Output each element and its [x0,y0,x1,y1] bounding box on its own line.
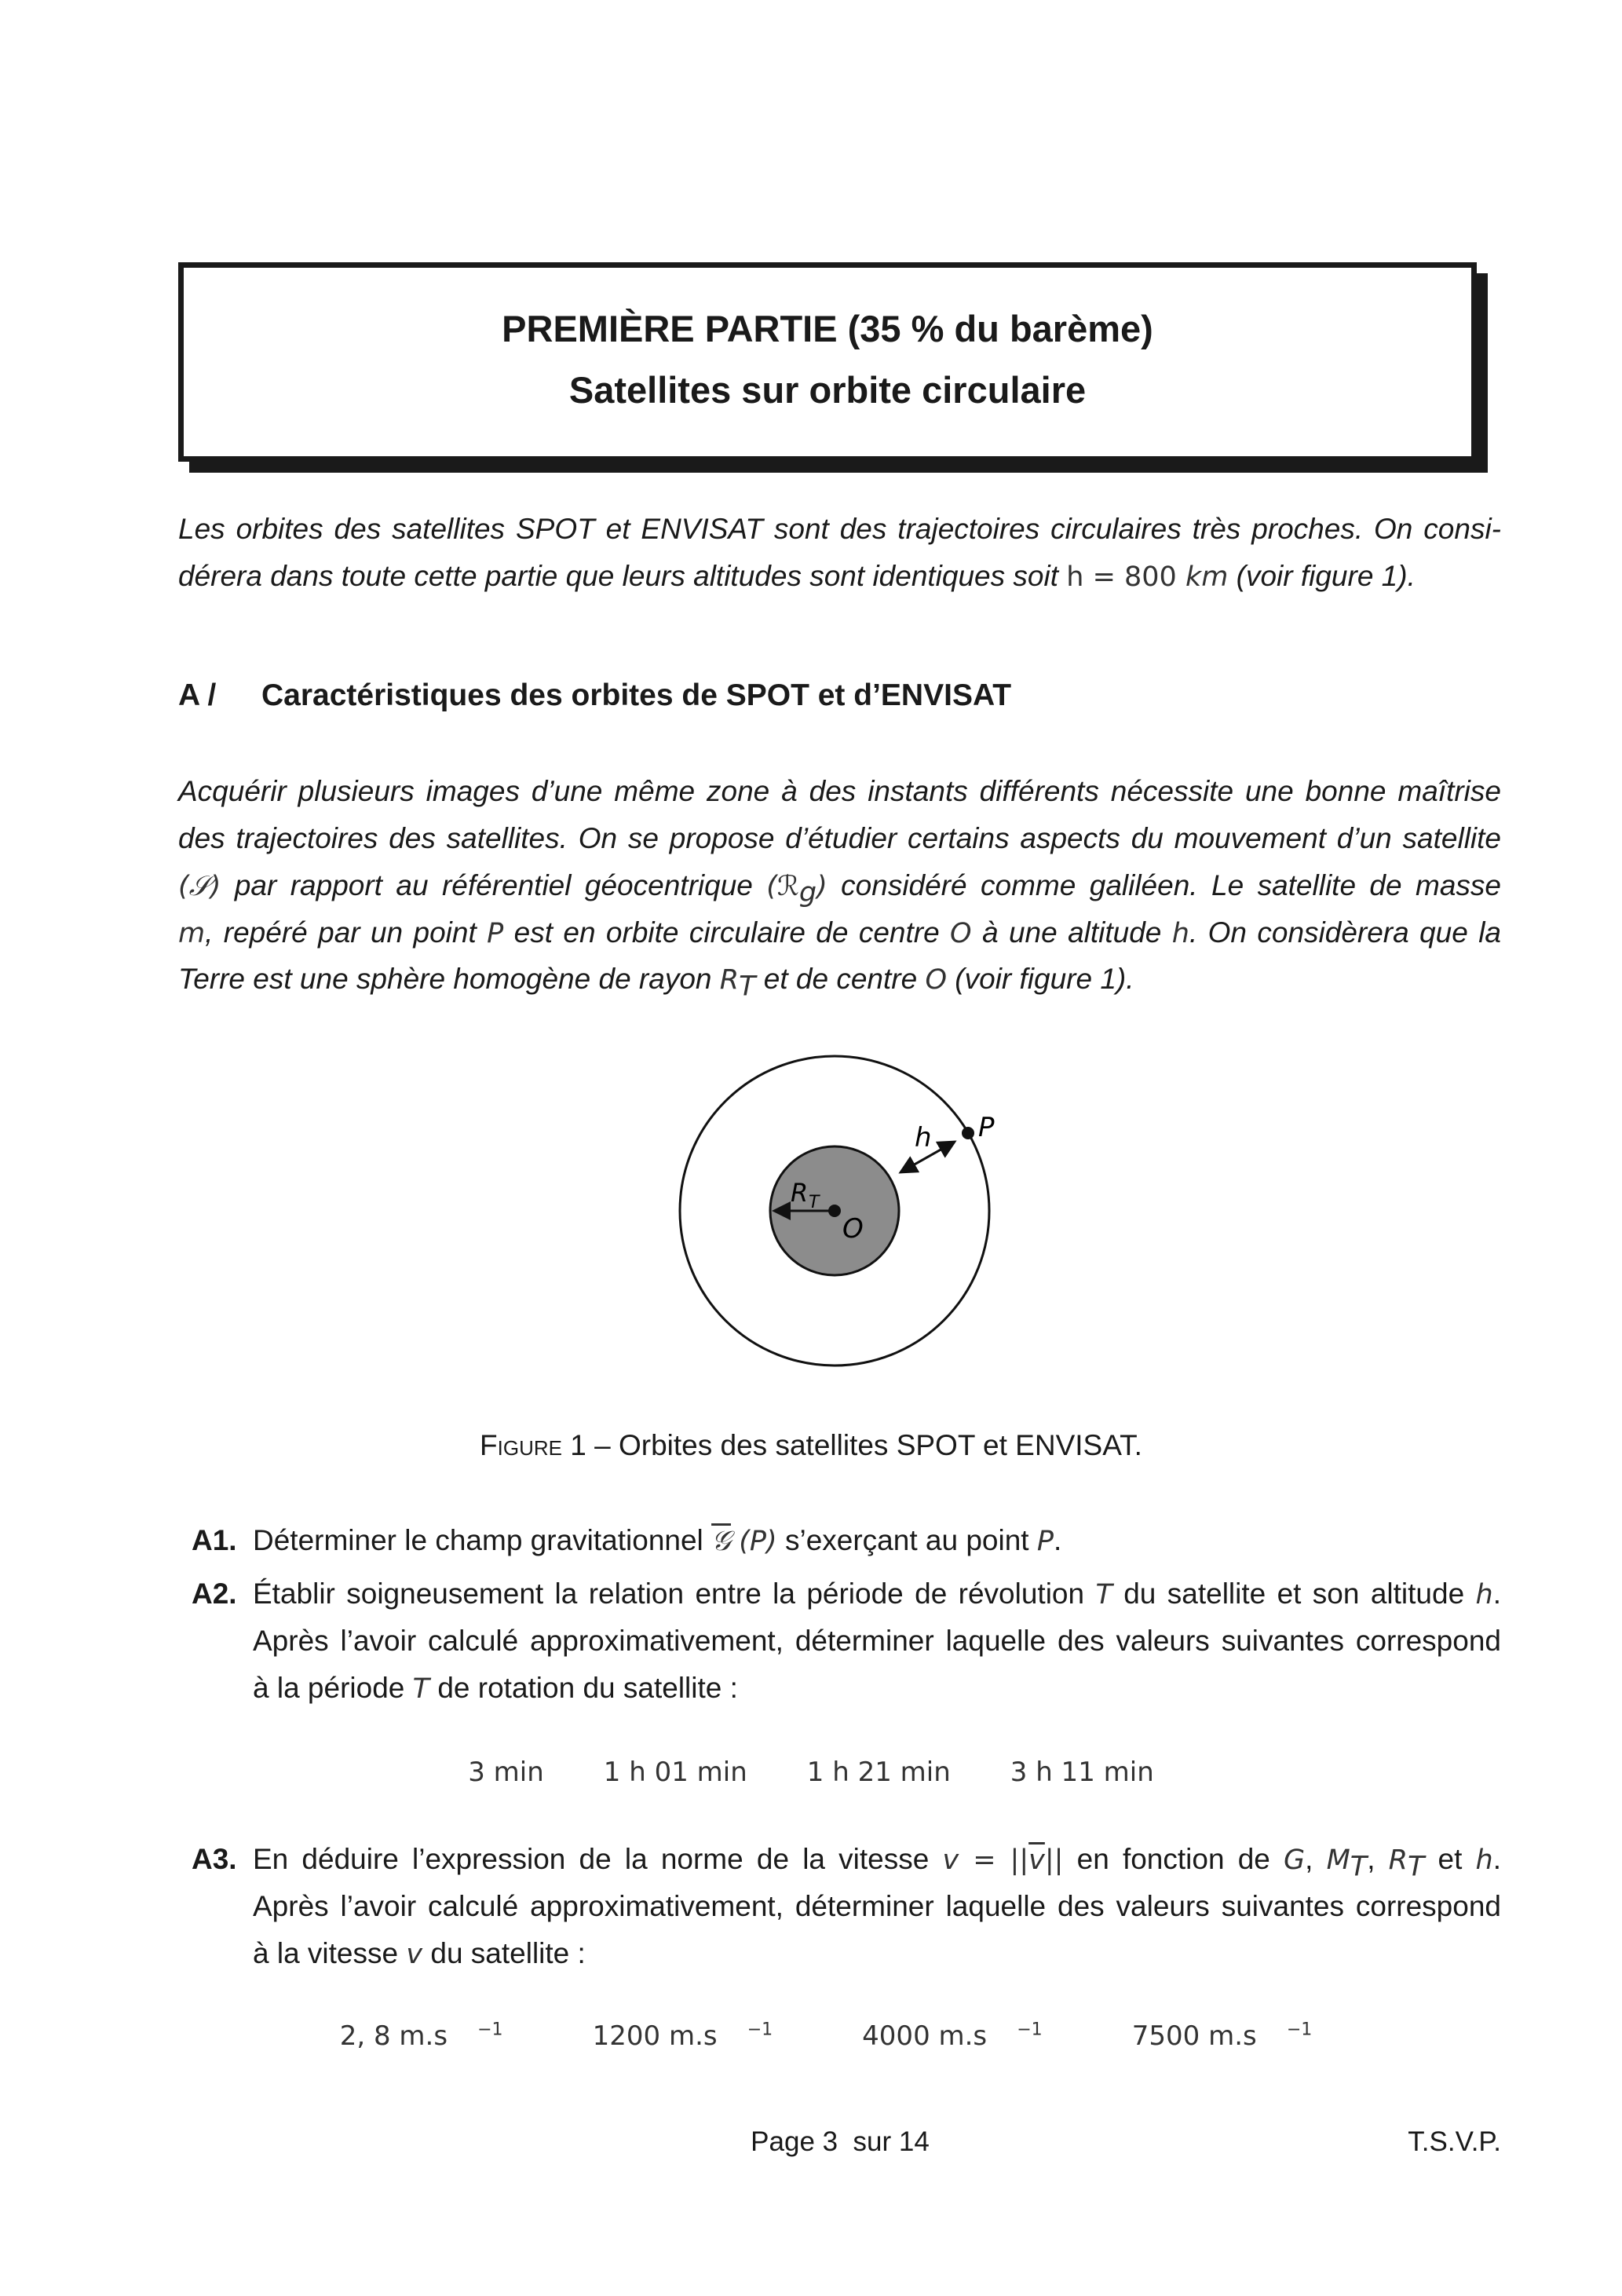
period-options [0,1757,1622,1788]
orbit-figure [659,1044,1036,1390]
page-number: Page 3 sur 14 [751,2126,930,2157]
question-label: A2. [192,1578,237,1610]
label-O: O [842,1213,864,1245]
para-line: (𝒮) par rapport au référentiel géocentrique (ℛ$_g$) considéré comme galiléen. Le satellite de masse [178,869,1501,909]
intro-line: dérera dans toute cette partie que leurs altitudes sont identiques soit h = 800 km (voir figure 1). [178,560,1416,593]
figure-caption: Figure 1 – Orbites des satellites SPOT et ENVISAT. [480,1429,1142,1461]
question-list [192,1523,1501,2089]
question-a2-line: Après l’avoir calculé approximativement, déterminer laquelle des valeurs suivantes correspond [253,1625,1501,1657]
para-line: Acquérir plusieurs images d’une même zone à des instants différents nécessite une bonne maîtrise [178,775,1501,807]
section-title: Caractéristiques des orbites de SPOT et d’ENVISAT [261,678,1012,712]
center-point [828,1205,841,1217]
speed-options [0,2020,1622,2052]
question-a2: Établir soigneusement la relation entre la période de révolution T du satellite et son altitude h. [253,1578,1501,1610]
label-T: T [809,1193,820,1212]
question-label: A1. [192,1524,237,1556]
question-a3-line: Après l’avoir calculé approximativement, déterminer laquelle des valeurs suivantes correspond [253,1890,1501,1922]
para-line: Terre est une sphère homogène de rayon $R_T$ et de centre O (voir figure 1). [178,963,1134,1003]
speed-option: 1200 m.s $^{-1}$ [592,2020,773,2053]
part-title: PREMIÈRE PARTIE (35 % du barème) [502,308,1153,349]
title-box [178,262,1477,462]
section-label: A / [178,678,217,712]
satellite-point [962,1127,974,1139]
para-line: m, repéré par un point P est en orbite circulaire de centre O à une altitude h. On considèrera que la [178,916,1502,949]
speed-option: 7500 m.s $^{-1}$ [1131,2020,1313,2053]
section-heading [178,678,1501,713]
period-option: 3 min [468,1757,544,1788]
period-option: 1 h 21 min [806,1757,951,1788]
para-line: des trajectoires des satellites. On se propose d’étudier certains aspects du mouvement d’un satellite [178,822,1501,854]
speed-option: 4000 m.s $^{-1}$ [862,2020,1043,2053]
label-h: h [915,1122,932,1153]
question-a2-line: à la période T de rotation du satellite : [253,1672,738,1705]
question-a1: Déterminer le champ gravitationnel 𝒢 (P) s’exerçant au point P. [253,1524,1062,1557]
part-subtitle: Satellites sur orbite circulaire [568,369,1087,411]
question-label: A3. [192,1843,237,1875]
label-R: R [791,1178,809,1208]
label-P: P [978,1112,995,1143]
period-option: 3 h 11 min [1010,1757,1154,1788]
tsvp-note: T.S.V.P. [1408,2126,1501,2157]
intro-line: Les orbites des satellites SPOT et ENVISAT sont des trajectoires circulaires très proches. On consi- [178,513,1501,545]
speed-option: 2, 8 m.s $^{-1}$ [339,2020,503,2053]
question-a3-line: à la vitesse v du satellite : [253,1937,586,1970]
period-option: 1 h 01 min [603,1757,747,1788]
question-a3: En déduire l’expression de la norme de la vitesse $v = ||\overline{v}||$ en fonction de G, $M_T$, $R_T$ et h. [253,1843,1502,1883]
question-a3-block [192,1842,1501,1999]
